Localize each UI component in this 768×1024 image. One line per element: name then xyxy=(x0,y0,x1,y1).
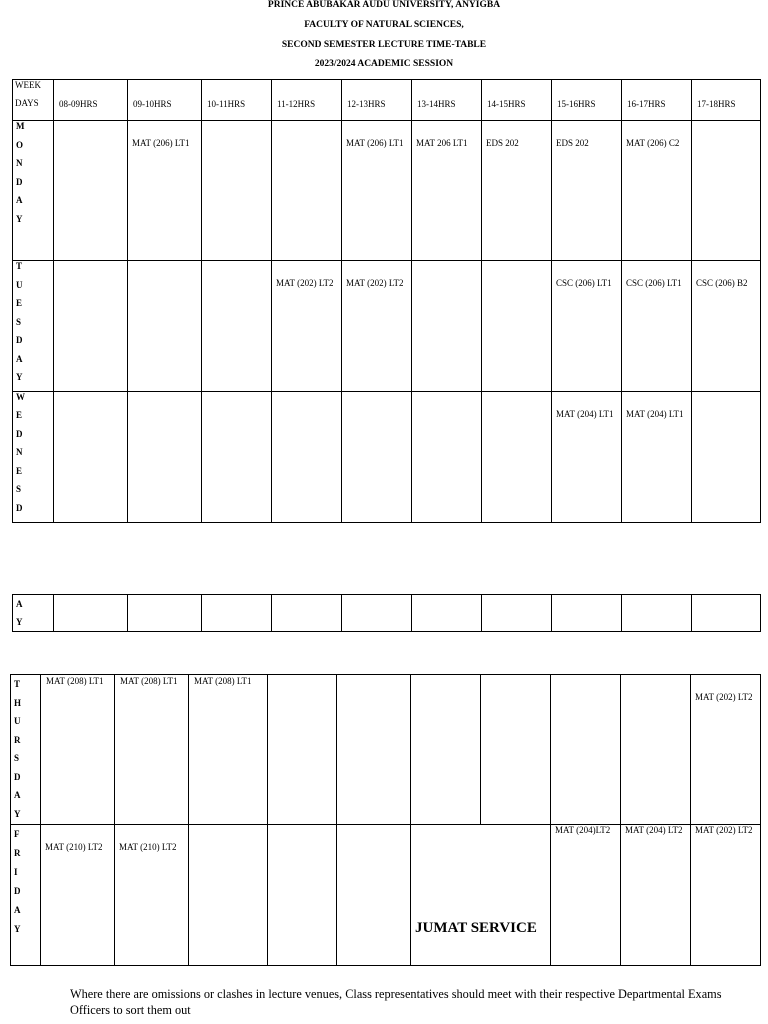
class-cell: MAT (206) LT1 xyxy=(128,121,202,261)
hour-header: 13-14HRS xyxy=(412,80,482,121)
class-cell xyxy=(551,675,621,825)
hour-header: 12-13HRS xyxy=(342,80,412,121)
university-title: PRINCE ABUBAKAR AUDU UNIVERSITY, ANYIGBA xyxy=(267,0,501,10)
class-cell: CSC (206) LT1 xyxy=(552,261,622,392)
tuesday-row xyxy=(13,261,761,392)
class-cell xyxy=(202,391,272,522)
day-letter: W xyxy=(16,391,25,402)
week-label: WEEK xyxy=(15,80,41,90)
class-cell xyxy=(482,261,552,392)
friday-row xyxy=(11,825,761,966)
class-cell: MAT (208) LT1 xyxy=(189,675,268,825)
days-label: DAYS xyxy=(15,98,39,108)
hour-header: 10-11HRS xyxy=(202,80,272,121)
class-cell xyxy=(202,261,272,392)
day-letter: Y xyxy=(16,372,23,382)
class-cell: MAT (204) LT1 xyxy=(552,391,622,522)
hour-header: 17-18HRS xyxy=(692,80,761,121)
class-cell xyxy=(202,121,272,261)
day-letter: T xyxy=(14,679,21,689)
class-cell xyxy=(268,675,337,825)
hour-header: 16-17HRS xyxy=(622,80,692,121)
class-cell: MAT (202) LT2 xyxy=(342,261,412,392)
wednesday-row xyxy=(13,391,761,522)
day-letter: M xyxy=(16,121,25,131)
day-letter: T xyxy=(16,261,23,271)
class-cell xyxy=(692,595,761,632)
class-cell xyxy=(411,675,481,825)
class-cell xyxy=(412,261,482,392)
class-cell: MAT (206) C2 xyxy=(622,121,692,261)
day-letter: D xyxy=(16,502,23,513)
week-days-header xyxy=(13,80,54,121)
day-letter: D xyxy=(16,428,23,439)
class-cell: MAT (204) LT2 xyxy=(621,825,691,966)
day-letter: E xyxy=(16,298,23,308)
class-cell xyxy=(482,391,552,522)
class-cell: MAT (210) LT2 xyxy=(115,825,189,966)
class-cell: CSC (206) B2 xyxy=(692,261,761,392)
class-cell xyxy=(54,595,128,632)
class-cell: MAT (202) LT2 xyxy=(691,825,761,966)
class-cell xyxy=(54,121,128,261)
class-cell xyxy=(128,595,202,632)
class-cell xyxy=(412,391,482,522)
day-letter: D xyxy=(14,771,21,782)
day-letter: A xyxy=(14,905,21,915)
class-cell: MAT (206) LT1 xyxy=(342,121,412,261)
monday-row xyxy=(13,121,761,261)
faculty-title: FACULTY OF NATURAL SCIENCES, xyxy=(304,20,464,30)
day-letter: S xyxy=(16,316,22,327)
day-letter: S xyxy=(16,484,22,494)
day-letter: H xyxy=(14,697,22,708)
day-letter: Y xyxy=(14,924,21,934)
day-letter: S xyxy=(14,753,20,763)
hour-header: 11-12HRS xyxy=(272,80,342,121)
hour-header: 09-10HRS xyxy=(128,80,202,121)
class-cell xyxy=(202,595,272,632)
wednesday-cont-label xyxy=(13,595,54,632)
day-letter: E xyxy=(16,410,23,420)
class-cell xyxy=(482,595,552,632)
class-cell xyxy=(54,261,128,392)
jumat-service-label: JUMAT SERVICE xyxy=(415,920,537,936)
wednesday-label xyxy=(13,391,54,522)
class-cell xyxy=(552,595,622,632)
timetable-second xyxy=(10,674,761,966)
class-cell xyxy=(128,261,202,392)
class-cell xyxy=(692,121,761,261)
hour-header: 14-15HRS xyxy=(482,80,552,121)
class-cell: MAT 206 LT1 xyxy=(412,121,482,261)
class-cell: MAT (208) LT1 xyxy=(115,675,189,825)
jumat-service-cell xyxy=(411,825,551,966)
day-letter: A xyxy=(14,790,21,800)
day-letter: U xyxy=(16,279,23,290)
thursday-label xyxy=(11,675,41,825)
class-cell xyxy=(272,121,342,261)
friday-label xyxy=(11,825,41,966)
day-letter: R xyxy=(14,734,21,745)
hour-header: 15-16HRS xyxy=(552,80,622,121)
class-cell: CSC (206) LT1 xyxy=(622,261,692,392)
class-cell: MAT (202) LT2 xyxy=(691,675,761,825)
class-cell: EDS 202 xyxy=(552,121,622,261)
class-cell xyxy=(337,825,411,966)
day-letter: N xyxy=(16,447,23,457)
class-cell xyxy=(272,595,342,632)
day-letter: A xyxy=(16,195,23,205)
hours-header-row xyxy=(13,80,761,121)
footnote: Where there are omissions or clashes in lecture venues, Class representatives should meet with their respective Departmental Exams Officers to sort them out xyxy=(70,987,722,1017)
monday-label xyxy=(13,121,54,261)
day-letter: Y xyxy=(16,213,23,224)
class-cell xyxy=(54,391,128,522)
session-title: 2023/2024 ACADEMIC SESSION xyxy=(314,59,454,69)
day-letter: A xyxy=(16,353,23,364)
class-cell xyxy=(337,675,411,825)
class-cell xyxy=(128,391,202,522)
semester-title: SECOND SEMESTER LECTURE TIME-TABLE xyxy=(281,40,487,50)
day-letter: D xyxy=(16,176,23,187)
day-letter: E xyxy=(16,465,23,476)
day-letter: Y xyxy=(14,808,21,819)
day-letter: Y xyxy=(16,617,23,627)
class-cell: MAT (202) LT2 xyxy=(272,261,342,392)
day-letter: U xyxy=(14,716,21,726)
thursday-row xyxy=(11,675,761,825)
class-cell xyxy=(268,825,337,966)
wednesday-cont-row xyxy=(13,595,761,632)
class-cell xyxy=(481,675,551,825)
day-letter: A xyxy=(16,599,23,609)
day-letter: F xyxy=(14,829,20,839)
day-letter: D xyxy=(16,335,23,345)
hour-header: 08-09HRS xyxy=(54,80,128,121)
day-letter: R xyxy=(14,848,21,858)
class-cell: MAT (204)LT2 xyxy=(551,825,621,966)
class-cell xyxy=(622,595,692,632)
class-cell xyxy=(189,825,268,966)
class-cell xyxy=(342,595,412,632)
class-cell xyxy=(342,391,412,522)
day-letter: N xyxy=(16,158,23,168)
class-cell xyxy=(272,391,342,522)
class-cell: MAT (208) LT1 xyxy=(41,675,115,825)
class-cell xyxy=(621,675,691,825)
timetable-main xyxy=(12,79,761,523)
tuesday-label xyxy=(13,261,54,392)
class-cell xyxy=(412,595,482,632)
class-cell: MAT (210) LT2 xyxy=(41,825,115,966)
timetable-continuation xyxy=(12,594,761,632)
day-letter: O xyxy=(16,139,24,150)
day-letter: D xyxy=(14,886,21,896)
day-letter: I xyxy=(14,867,18,877)
class-cell: EDS 202 xyxy=(482,121,552,261)
class-cell: MAT (204) LT1 xyxy=(622,391,692,522)
class-cell xyxy=(692,391,761,522)
